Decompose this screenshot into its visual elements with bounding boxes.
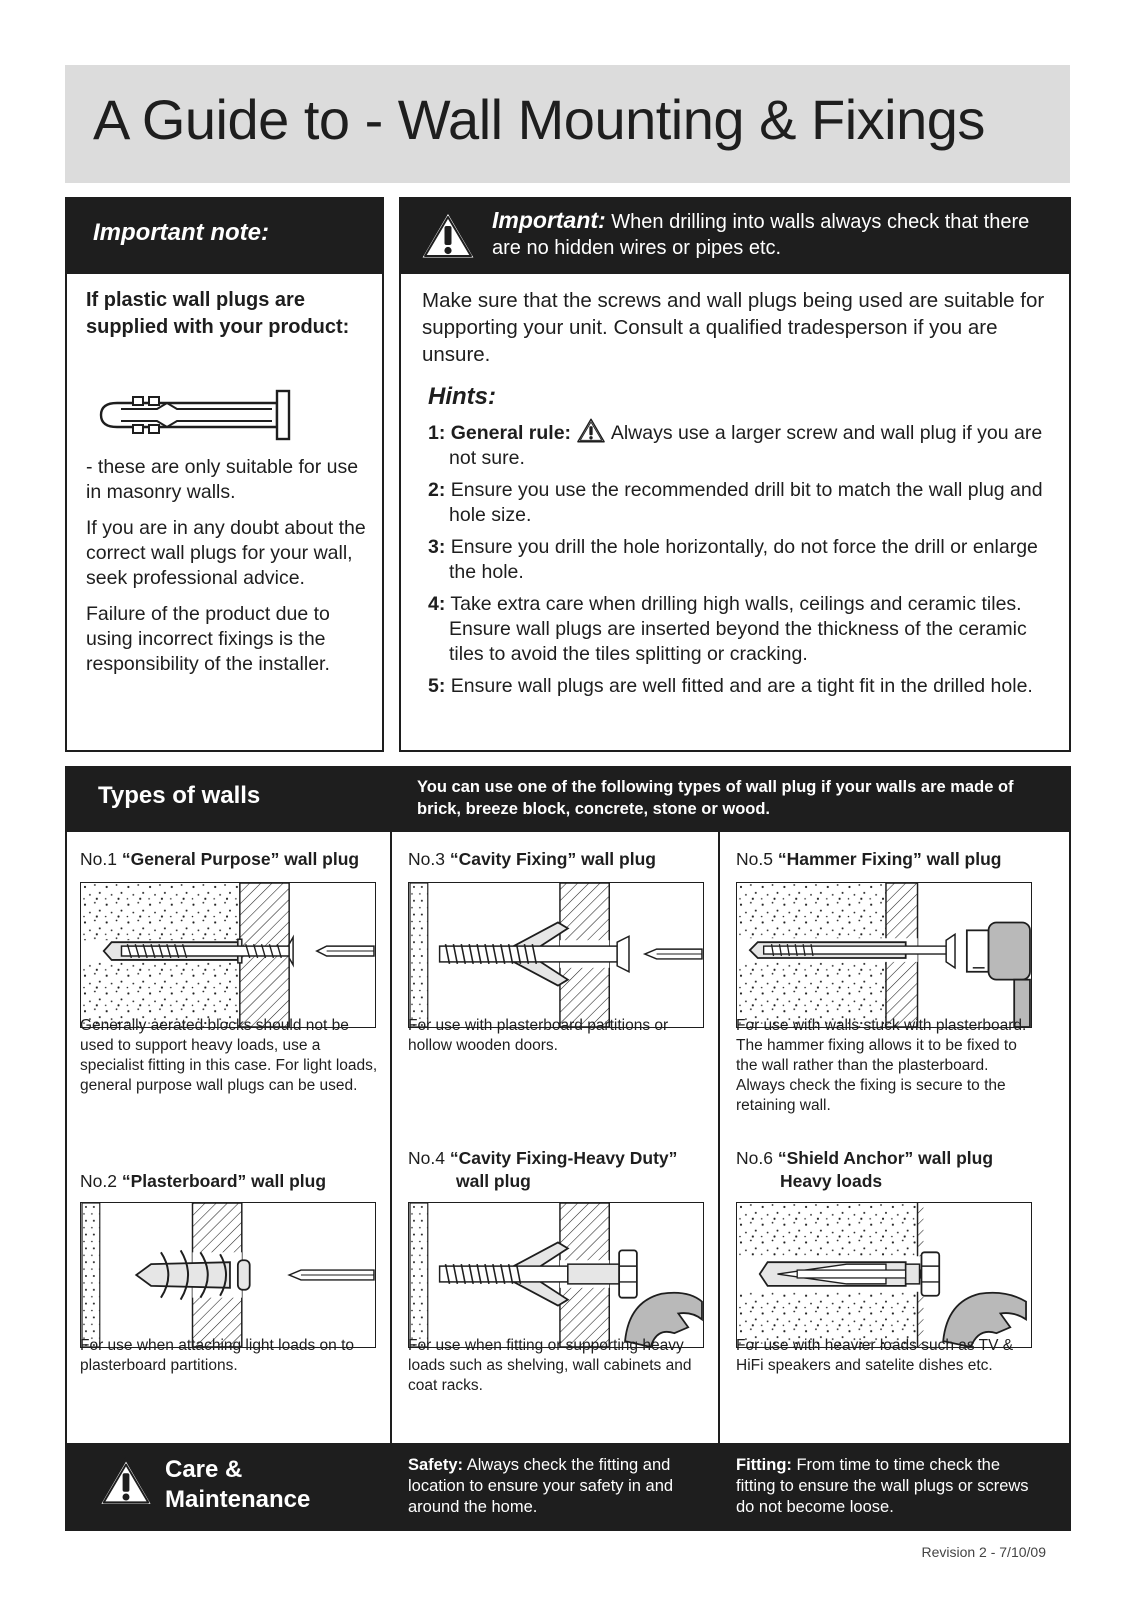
make-sure-text: Make sure that the screws and wall plugs being used are suitable for supporting your unit. Consult a qualified tradesperson if you are unsure. (422, 289, 1045, 366)
important-text: When drilling into walls always check that there are no hidden wires or pipes etc. (492, 211, 1030, 259)
plug-title-4 (408, 1147, 708, 1193)
column-divider (718, 832, 720, 1447)
plug-name-line2: Heavy loads (780, 1171, 883, 1191)
plug-title-1 (80, 848, 380, 871)
plastic-plugs-subheading: If plastic wall plugs are supplied with your product: (86, 289, 350, 338)
wall-plug-illustration-icon (97, 389, 307, 441)
note-paragraph: Failure of the product due to using incorrect fixings is the responsibility of the installer. (86, 603, 330, 675)
types-of-walls-box (65, 766, 1071, 1531)
plug-number: No.1 (80, 849, 122, 869)
important-warning (492, 207, 1059, 261)
hint-item (428, 417, 1049, 471)
hint-text: Ensure wall plugs are well fitted and are a tight fit in the drilled hole. (445, 675, 1033, 697)
plug-description: For use with heavier loads such as TV & HiFi speakers and satelite dishes etc. (736, 1337, 1014, 1374)
warning-triangle-icon (95, 1454, 157, 1510)
important-note-header (67, 199, 382, 274)
plug-name: “Hammer Fixing” wall plug (777, 849, 1002, 869)
hint-item (428, 478, 1049, 528)
plug-number: No.5 (736, 849, 778, 869)
title-prefix: A Guide to - (93, 88, 398, 151)
important-label: Important: (492, 207, 606, 233)
important-note-box (65, 197, 384, 752)
safety-text: Always check the fitting and location to ensure your safety in and around the home. (408, 1456, 674, 1516)
plasterboard-plug-figure (80, 1202, 376, 1348)
plug-description: For use when fitting or supporting heavy loads such as shelving, wall cabinets and coat racks. (408, 1337, 692, 1394)
plug-description: Generally aerated blocks should not be used to support heavy loads, use a specialist fitting in this case. For light loads, general purpose wall plugs can be used. (80, 1017, 378, 1094)
plug-number: No.4 (408, 1148, 450, 1168)
important-header (401, 199, 1069, 274)
fitting-text: From time to time check the fitting to ensure the wall plugs or screws do not become loose. (736, 1456, 1029, 1516)
warning-triangle-icon (576, 417, 606, 444)
important-hints-box (399, 197, 1071, 752)
plug-description: For use with walls stuck with plasterboard. The hammer fixing allows it to be fixed to the wall rather than the plasterboard. Always check the fixing is secure to the retaining wall. (736, 1017, 1027, 1114)
hint-item (428, 674, 1049, 699)
cavity-fixing-plug-figure (408, 882, 704, 1028)
plug-title-6 (736, 1147, 1036, 1193)
fitting-note (736, 1455, 1036, 1518)
types-of-walls-title: Types of walls (98, 782, 261, 809)
fitting-label: Fitting: (736, 1456, 792, 1474)
column-divider (390, 832, 392, 1447)
plug-title-5 (736, 848, 1036, 871)
warning-triangle-icon (416, 206, 480, 264)
hints-title: Hints: (428, 383, 496, 410)
hint-text: Take extra care when drilling high walls, ceilings and ceramic tiles. Ensure wall plugs are inserted beyond the thickness of the ceramic tiles to avoid the tiles splitting or cracking. (445, 593, 1027, 665)
types-of-walls-description: You can use one of the following types of wall plug if your walls are made of brick, breeze block, concrete, stone or wood. (417, 778, 1014, 818)
note-paragraph: - these are only suitable for use in masonry walls. (86, 456, 359, 503)
plug-description: For use with plasterboard partitions or hollow wooden doors. (408, 1017, 669, 1054)
safety-label: Safety: (408, 1456, 464, 1474)
hint-number: 4: (428, 593, 446, 615)
revision-label: Revision 2 - 7/10/09 (921, 1544, 1046, 1560)
care-maintenance-title: Care & Maintenance (165, 1456, 311, 1513)
hint-number: 1: General rule: (428, 422, 572, 444)
hint-text: Ensure you use the recommended drill bit to match the wall plug and hole size. (445, 479, 1043, 526)
title-main: Wall Mounting & Fixings (397, 88, 985, 151)
plug-number: No.2 (80, 1171, 122, 1191)
care-maintenance-bar (67, 1443, 1069, 1529)
hint-item (428, 535, 1049, 585)
important-note-heading: Important note: (93, 219, 269, 246)
page-title (93, 87, 985, 152)
hints-list (428, 417, 1049, 706)
plug-name: “Shield Anchor” wall plug (777, 1148, 994, 1168)
plug-name: “Cavity Fixing” wall plug (449, 849, 656, 869)
plug-name: “Cavity Fixing-Heavy Duty” (449, 1148, 678, 1168)
hammer-fixing-plug-figure (736, 882, 1032, 1028)
plug-name-line2: wall plug (456, 1171, 531, 1191)
note-paragraph: If you are in any doubt about the correct wall plugs for your wall, seek professional advice. (86, 517, 366, 589)
safety-note (408, 1455, 708, 1518)
title-bar (65, 65, 1070, 183)
hint-item (428, 592, 1049, 667)
plug-name: “Plasterboard” wall plug (121, 1171, 327, 1191)
plug-number: No.6 (736, 1148, 778, 1168)
hint-number: 3: (428, 536, 446, 558)
hint-text: Always use a larger screw and wall plug if you are not sure. (449, 422, 1043, 469)
types-of-walls-header (67, 768, 1069, 832)
hint-text: Ensure you drill the hole horizontally, do not force the drill or enlarge the hole. (445, 536, 1038, 583)
plug-title-3 (408, 848, 708, 871)
plug-name: “General Purpose” wall plug (121, 849, 360, 869)
cavity-fixing-heavy-duty-figure (408, 1202, 704, 1348)
hint-number: 2: (428, 479, 446, 501)
plug-description: For use when attaching light loads on to plasterboard partitions. (80, 1337, 355, 1374)
plug-title-2 (80, 1170, 380, 1193)
plug-number: No.3 (408, 849, 450, 869)
note-paragraphs (86, 455, 370, 677)
shield-anchor-plug-figure (736, 1202, 1032, 1348)
hint-number: 5: (428, 675, 446, 697)
general-purpose-plug-figure (80, 882, 376, 1028)
